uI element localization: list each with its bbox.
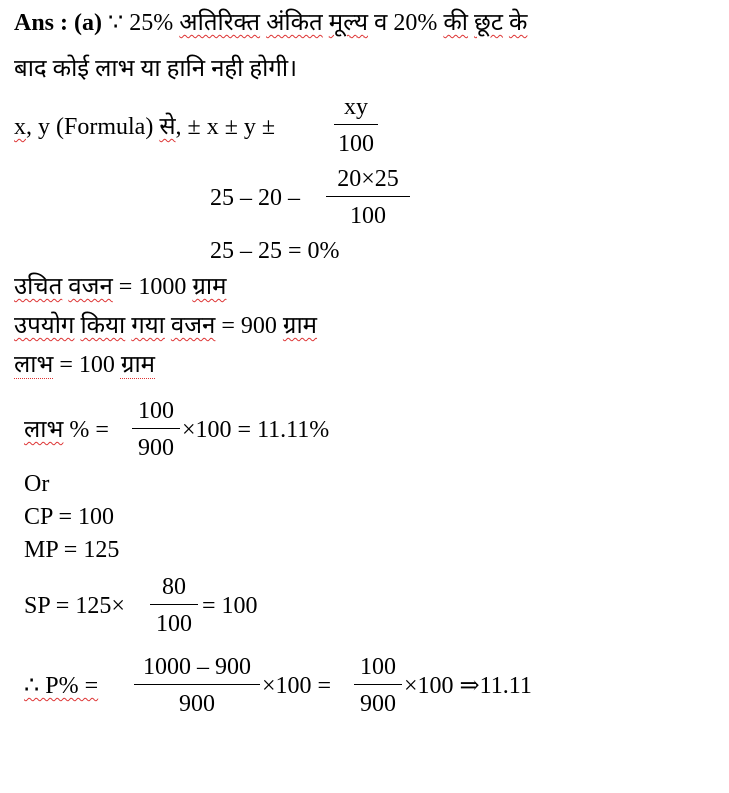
line-3 xyxy=(14,112,275,142)
sp-result: = 100 xyxy=(202,593,258,619)
fraction-bar xyxy=(132,428,180,429)
fraction-denominator: 900 xyxy=(179,691,215,717)
fraction-denominator: 900 xyxy=(138,435,174,461)
word-gaya: गया xyxy=(131,313,165,339)
fraction-numerator: 100 xyxy=(138,398,174,424)
fraction-denominator: 100 xyxy=(156,611,192,637)
fraction-numerator: 1000 – 900 xyxy=(143,654,251,680)
word-atirikt: अतिरिक्त xyxy=(179,10,261,36)
formula-label: , y (Formula) xyxy=(26,114,154,140)
line-14-result xyxy=(404,671,532,701)
line-7 xyxy=(14,311,317,341)
fraction-xy-100 xyxy=(334,92,378,159)
word-labh: लाभ xyxy=(24,417,64,443)
fraction-bar xyxy=(134,684,260,685)
profit-result: ×100 = 11.11% xyxy=(182,417,330,443)
value-1000: = 1000 xyxy=(118,274,187,300)
value-900: = 900 xyxy=(221,313,277,339)
line-5-text: 25 – 25 = 0% xyxy=(210,238,340,264)
word-labh: लाभ xyxy=(14,352,54,378)
fraction-bar xyxy=(354,684,402,685)
value-100: = 100 xyxy=(59,352,115,378)
line-4 xyxy=(210,183,300,213)
answer-label: Ans : (a) xyxy=(14,10,102,36)
final-result: ×100 ⇒11.11 xyxy=(404,673,532,699)
word-vajan: वजन xyxy=(170,313,216,339)
times-100-equals: ×100 = xyxy=(262,673,332,699)
fraction-numerator: 20×25 xyxy=(337,166,399,192)
plusminus-expr: , ± x ± y ± xyxy=(175,114,276,140)
fraction-bar xyxy=(150,604,198,605)
word-ke: के xyxy=(508,10,528,36)
line-sp xyxy=(24,591,125,621)
word-se: से xyxy=(159,114,176,140)
line-2 xyxy=(14,54,297,84)
line-4-expr: 25 – 20 – xyxy=(210,185,300,211)
fraction-1000-900 xyxy=(134,652,260,719)
line-2-text: बाद कोई लाभ या हानि नही होगी। xyxy=(14,56,298,82)
cp-text: CP = 100 xyxy=(24,504,114,530)
word-ankit: अंकित xyxy=(266,10,323,36)
or-text: Or xyxy=(24,471,50,497)
word-uchit: उचित xyxy=(14,274,63,300)
percent-equals: % = xyxy=(69,417,109,443)
fraction-denominator: 900 xyxy=(360,691,396,717)
line-8 xyxy=(14,350,155,380)
fraction-denominator: 100 xyxy=(338,131,374,157)
line-mp xyxy=(24,535,119,565)
word-vajan: वजन xyxy=(68,274,113,300)
fraction-100-900 xyxy=(132,396,180,463)
word-gram: ग्राम xyxy=(192,274,227,300)
mp-text: MP = 125 xyxy=(24,537,120,563)
line-cp xyxy=(24,502,114,532)
line-1 xyxy=(14,8,527,38)
word-mulya: मूल्य xyxy=(328,10,368,36)
sp-expr: SP = 125× xyxy=(24,593,125,619)
because-25: ∵ 25% xyxy=(108,10,174,36)
fraction-100-900-b xyxy=(354,652,402,719)
line-9-result xyxy=(182,415,329,445)
fraction-numerator: xy xyxy=(344,94,368,120)
word-gram: ग्राम xyxy=(120,352,156,378)
word-kiya: किया xyxy=(80,313,126,339)
fraction-denominator: 100 xyxy=(350,203,386,229)
word-va: व xyxy=(374,10,388,36)
line-6 xyxy=(14,272,226,302)
fraction-bar xyxy=(334,124,378,125)
fraction-20x25-100 xyxy=(326,164,410,231)
word-ki: की xyxy=(443,10,469,36)
word-gram: ग्राम xyxy=(282,313,318,339)
line-sp-result xyxy=(202,591,258,621)
word-chhut: छूट xyxy=(474,10,503,36)
therefore-p-percent: ∴ P% = xyxy=(24,673,99,699)
line-or xyxy=(24,469,49,499)
fraction-numerator: 100 xyxy=(360,654,396,680)
line-profit-percent xyxy=(24,671,98,701)
line-5 xyxy=(210,236,340,266)
word-upyog: उपयोग xyxy=(14,313,75,339)
fraction-80-100 xyxy=(150,572,198,639)
fraction-bar xyxy=(326,196,410,197)
line-9 xyxy=(24,415,109,445)
pct-20: 20% xyxy=(393,10,438,36)
var-x: x xyxy=(14,114,26,140)
line-14-mid xyxy=(262,671,331,701)
fraction-numerator: 80 xyxy=(162,574,186,600)
